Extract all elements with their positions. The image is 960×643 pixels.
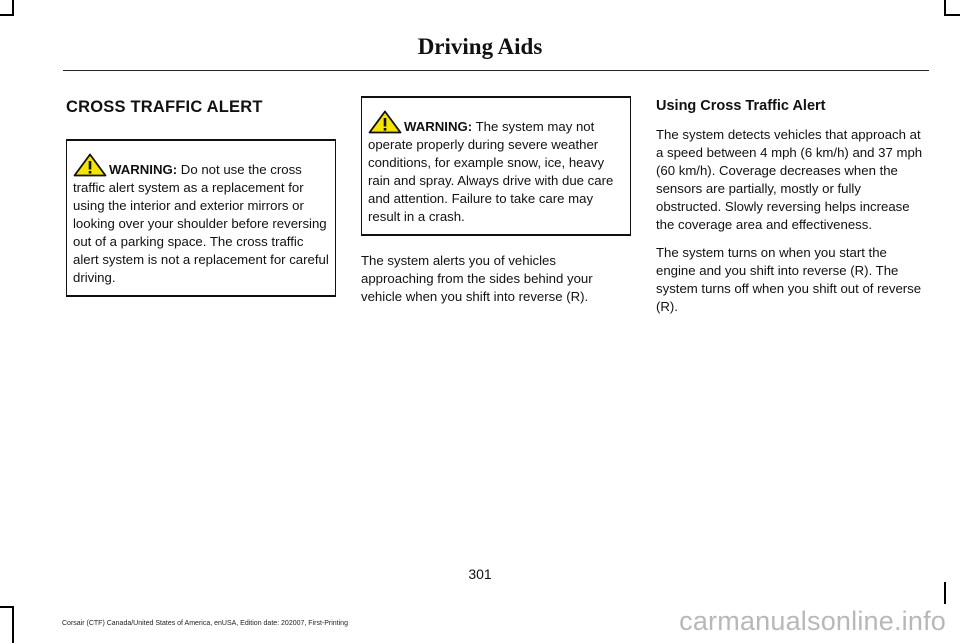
warning-triangle-icon <box>73 153 107 177</box>
column-2 <box>361 96 631 316</box>
header-rule <box>63 70 929 71</box>
crop-mark-top-left-h <box>0 14 14 16</box>
warning-label: WARNING: <box>109 162 178 177</box>
column-3 <box>656 96 928 326</box>
column-1 <box>66 96 336 297</box>
crop-mark-bottom-right-v <box>944 582 946 604</box>
body-paragraph: The system detects vehicles that approach at a speed between 4 mph (6 km/h) and 37 mph (60 km/h). Coverage decreases when the sensors are partially, mostly or fully obstructed. Slowly reversing helps increase the coverage area and effectiveness. <box>656 127 923 232</box>
warning-text: The system may not operate properly during severe weather conditions, for example snow, ice, heavy rain and spray. Always drive with due care and attention. Failure to take care may result in a crash. <box>368 119 614 224</box>
crop-mark-top-right-h <box>944 14 960 16</box>
section-heading: CROSS TRAFFIC ALERT <box>66 98 263 116</box>
warning-text: Do not use the cross traffic alert system as a replacement for using the interior and exterior mirrors or looking over your shoulder before reversing out of a parking space. The cross traffic alert system is not a replacement for careful driving. <box>73 162 329 285</box>
warning-box <box>66 139 336 297</box>
warning-label: WARNING: <box>404 119 473 134</box>
warning-box <box>361 96 631 236</box>
crop-mark-bottom-left-h <box>0 606 14 608</box>
watermark: carmanualsonline.info <box>679 606 946 636</box>
page-number: 301 <box>468 566 492 582</box>
edition-footer: Corsair (CTF) Canada/United States of America, enUSA, Edition date: 202007, First-Printing <box>62 620 348 627</box>
sub-heading: Using Cross Traffic Alert <box>656 98 826 114</box>
page-title: Driving Aids <box>417 34 543 59</box>
body-paragraph: The system alerts you of vehicles approaching from the sides behind your vehicle when you shift into reverse (R). <box>361 253 593 304</box>
warning-triangle-icon <box>368 110 402 134</box>
crop-mark-bottom-left-v <box>12 606 14 643</box>
body-paragraph: The system turns on when you start the engine and you shift into reverse (R). The system turns off when you shift out of reverse (R). <box>656 245 922 314</box>
